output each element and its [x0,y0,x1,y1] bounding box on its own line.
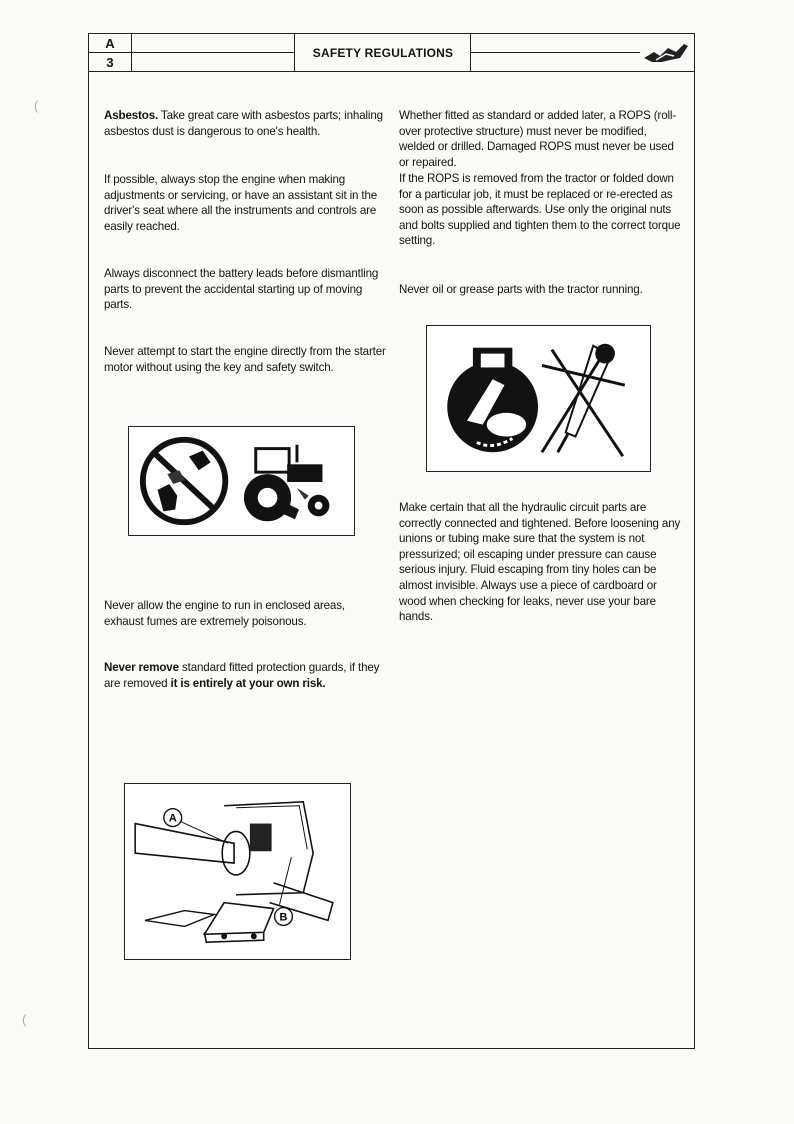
tractor-icon [244,445,329,522]
starter-paragraph: Never attempt to start the engine directly from the starter motor without using the key and safety switch. [104,345,386,374]
grease-gun-crossed-icon [542,344,625,456]
rops-removed-paragraph: If the ROPS is removed from the tractor or folded down for a particular job, it must be replaced or re-erected as soon as possible afterwards. Use only the original nuts and bolts supplied and tighten them to the correct torque setting. [399,172,681,248]
header-divider [470,52,640,53]
no-starting-icon [143,440,225,522]
callout-label-a: A [168,812,177,825]
guards-text: standard fitted protection guards, if they are removed [104,661,380,690]
header-divider [131,52,294,53]
starter-warning-figure [128,426,355,536]
asbestos-text: Take great care with asbestos parts; inhaling asbestos dust is dangerous to one's health. [104,109,383,138]
scan-mark: ( [22,1012,27,1027]
asbestos-paragraph [104,108,386,139]
callout-label-b: B [279,911,288,924]
gear-hazard-icon [447,348,538,453]
header-bottom-rule [88,71,695,72]
no-oil-paragraph: Never oil or grease parts with the tractor running. [399,283,643,296]
page-title: SAFETY REGULATIONS [312,46,454,60]
engine-stop-paragraph: If possible, always stop the engine when making adjustments or servicing, or have an assistant sit in the driver's seat where all the instruments and controls are easily reached. [104,173,378,233]
section-letter: A [105,36,115,51]
asbestos-heading: Asbestos. [104,109,159,122]
battery-paragraph: Always disconnect the battery leads before dismantling parts to prevent the accidental starting up of moving parts. [104,267,379,312]
page-number: 3 [106,55,114,70]
guards-paragraph [104,660,386,691]
hydraulic-paragraph: Make certain that all the hydraulic circuit parts are correctly connected and tightened. Before loosening any unions or tubing make sure that the system is not pressurized; oil escaping under pressure can cause serious injury. Fluid escaping from tiny holes can be almost invisible. Always use a piece of cardboard or wood when checking for leaks, never use your bare hands. [399,501,681,624]
pto-guard-figure [124,783,351,960]
rops-paragraph: Whether fitted as standard or added later, a ROPS (roll-over protective structure) must never be modified, welded or drilled. Damaged ROPS must never be used or repaired. [399,109,677,169]
header-divider [294,33,295,71]
no-greasing-figure [426,325,651,472]
scan-mark: ( [34,98,39,113]
guards-warning: it is entirely at your own risk. [170,676,326,690]
brand-logo-icon [640,38,692,66]
header-divider [88,52,131,53]
enclosed-areas-paragraph: Never allow the engine to run in enclosed areas, exhaust fumes are extremely poisonous. [104,599,345,628]
guards-heading: Never remove [104,661,179,674]
